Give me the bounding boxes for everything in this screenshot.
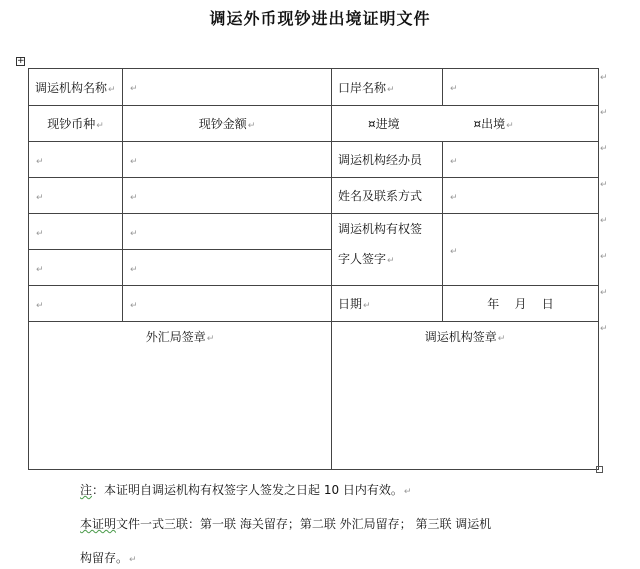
currency-cell[interactable]: ↵	[29, 250, 123, 286]
certificate-table	[28, 68, 599, 470]
note-validity: 注：本证明自调运机构有权签字人签发之日起 10 日内有效。↵	[80, 483, 412, 497]
date-value-cell[interactable]: 年 月 日	[443, 286, 599, 322]
institution-name-label-cell: 调运机构名称↵	[29, 69, 123, 106]
date-label-cell: 日期↵	[332, 286, 443, 322]
currency-header-cell: 现钞币种↵	[29, 106, 123, 142]
row-end-mark: ↵	[600, 144, 608, 154]
table-row	[29, 322, 599, 470]
exit-checkbox[interactable]: ¤出境	[473, 117, 506, 131]
port-name-label-cell: 口岸名称↵	[332, 69, 443, 106]
entry-checkbox[interactable]: ¤进境	[368, 117, 400, 131]
handler-value-cell-1[interactable]: ↵	[443, 142, 599, 178]
row-end-mark: ↵	[600, 324, 608, 334]
amount-cell[interactable]: ↵	[123, 286, 332, 322]
note-copies-continued: 构留存。↵	[80, 551, 137, 565]
amount-cell[interactable]: ↵	[123, 142, 332, 178]
table-move-handle-icon[interactable]: +	[17, 56, 25, 66]
table-row	[29, 178, 599, 214]
row-end-mark: ↵	[600, 288, 608, 298]
signatory-label-cell: 调运机构有权签 字人签字↵	[332, 214, 443, 286]
amount-header-cell: 现钞金额↵	[123, 106, 332, 142]
document-title: 调运外币现钞进出境证明文件	[209, 9, 431, 28]
row-end-mark: ↵	[600, 180, 608, 190]
direction-cell: ¤进境 ¤出境↵	[332, 106, 599, 142]
amount-cell[interactable]: ↵	[123, 214, 332, 250]
currency-cell[interactable]: ↵	[29, 178, 123, 214]
forex-seal-cell[interactable]: 外汇局签章↵	[29, 322, 332, 470]
row-end-mark: ↵	[600, 216, 608, 226]
signatory-signature-cell[interactable]: ↵	[443, 214, 599, 286]
institution-name-value-cell[interactable]: ↵	[123, 69, 332, 106]
handler-label-line1-cell: 调运机构经办员	[332, 142, 443, 178]
port-name-value-cell[interactable]: ↵	[443, 69, 599, 106]
row-end-mark: ↵	[600, 73, 608, 83]
table-row	[29, 69, 599, 106]
amount-cell[interactable]: ↵	[123, 178, 332, 214]
currency-cell[interactable]: ↵	[29, 142, 123, 178]
handler-label-line2-cell: 姓名及联系方式	[332, 178, 443, 214]
institution-seal-cell[interactable]: 调运机构签章↵	[332, 322, 599, 470]
row-end-mark: ↵	[600, 108, 608, 118]
table-row	[29, 106, 599, 142]
note-copies: 本证明文件一式三联：第一联 海关留存；第二联 外汇局留存； 第三联 调运机	[80, 517, 492, 531]
table-resize-handle[interactable]	[596, 466, 603, 473]
handler-value-cell-2[interactable]: ↵	[443, 178, 599, 214]
amount-cell[interactable]: ↵	[123, 250, 332, 286]
currency-cell[interactable]: ↵	[29, 286, 123, 322]
currency-cell[interactable]: ↵	[29, 214, 123, 250]
table-row	[29, 142, 599, 178]
table-row	[29, 286, 599, 322]
row-end-mark: ↵	[600, 252, 608, 262]
table-row	[29, 214, 599, 250]
